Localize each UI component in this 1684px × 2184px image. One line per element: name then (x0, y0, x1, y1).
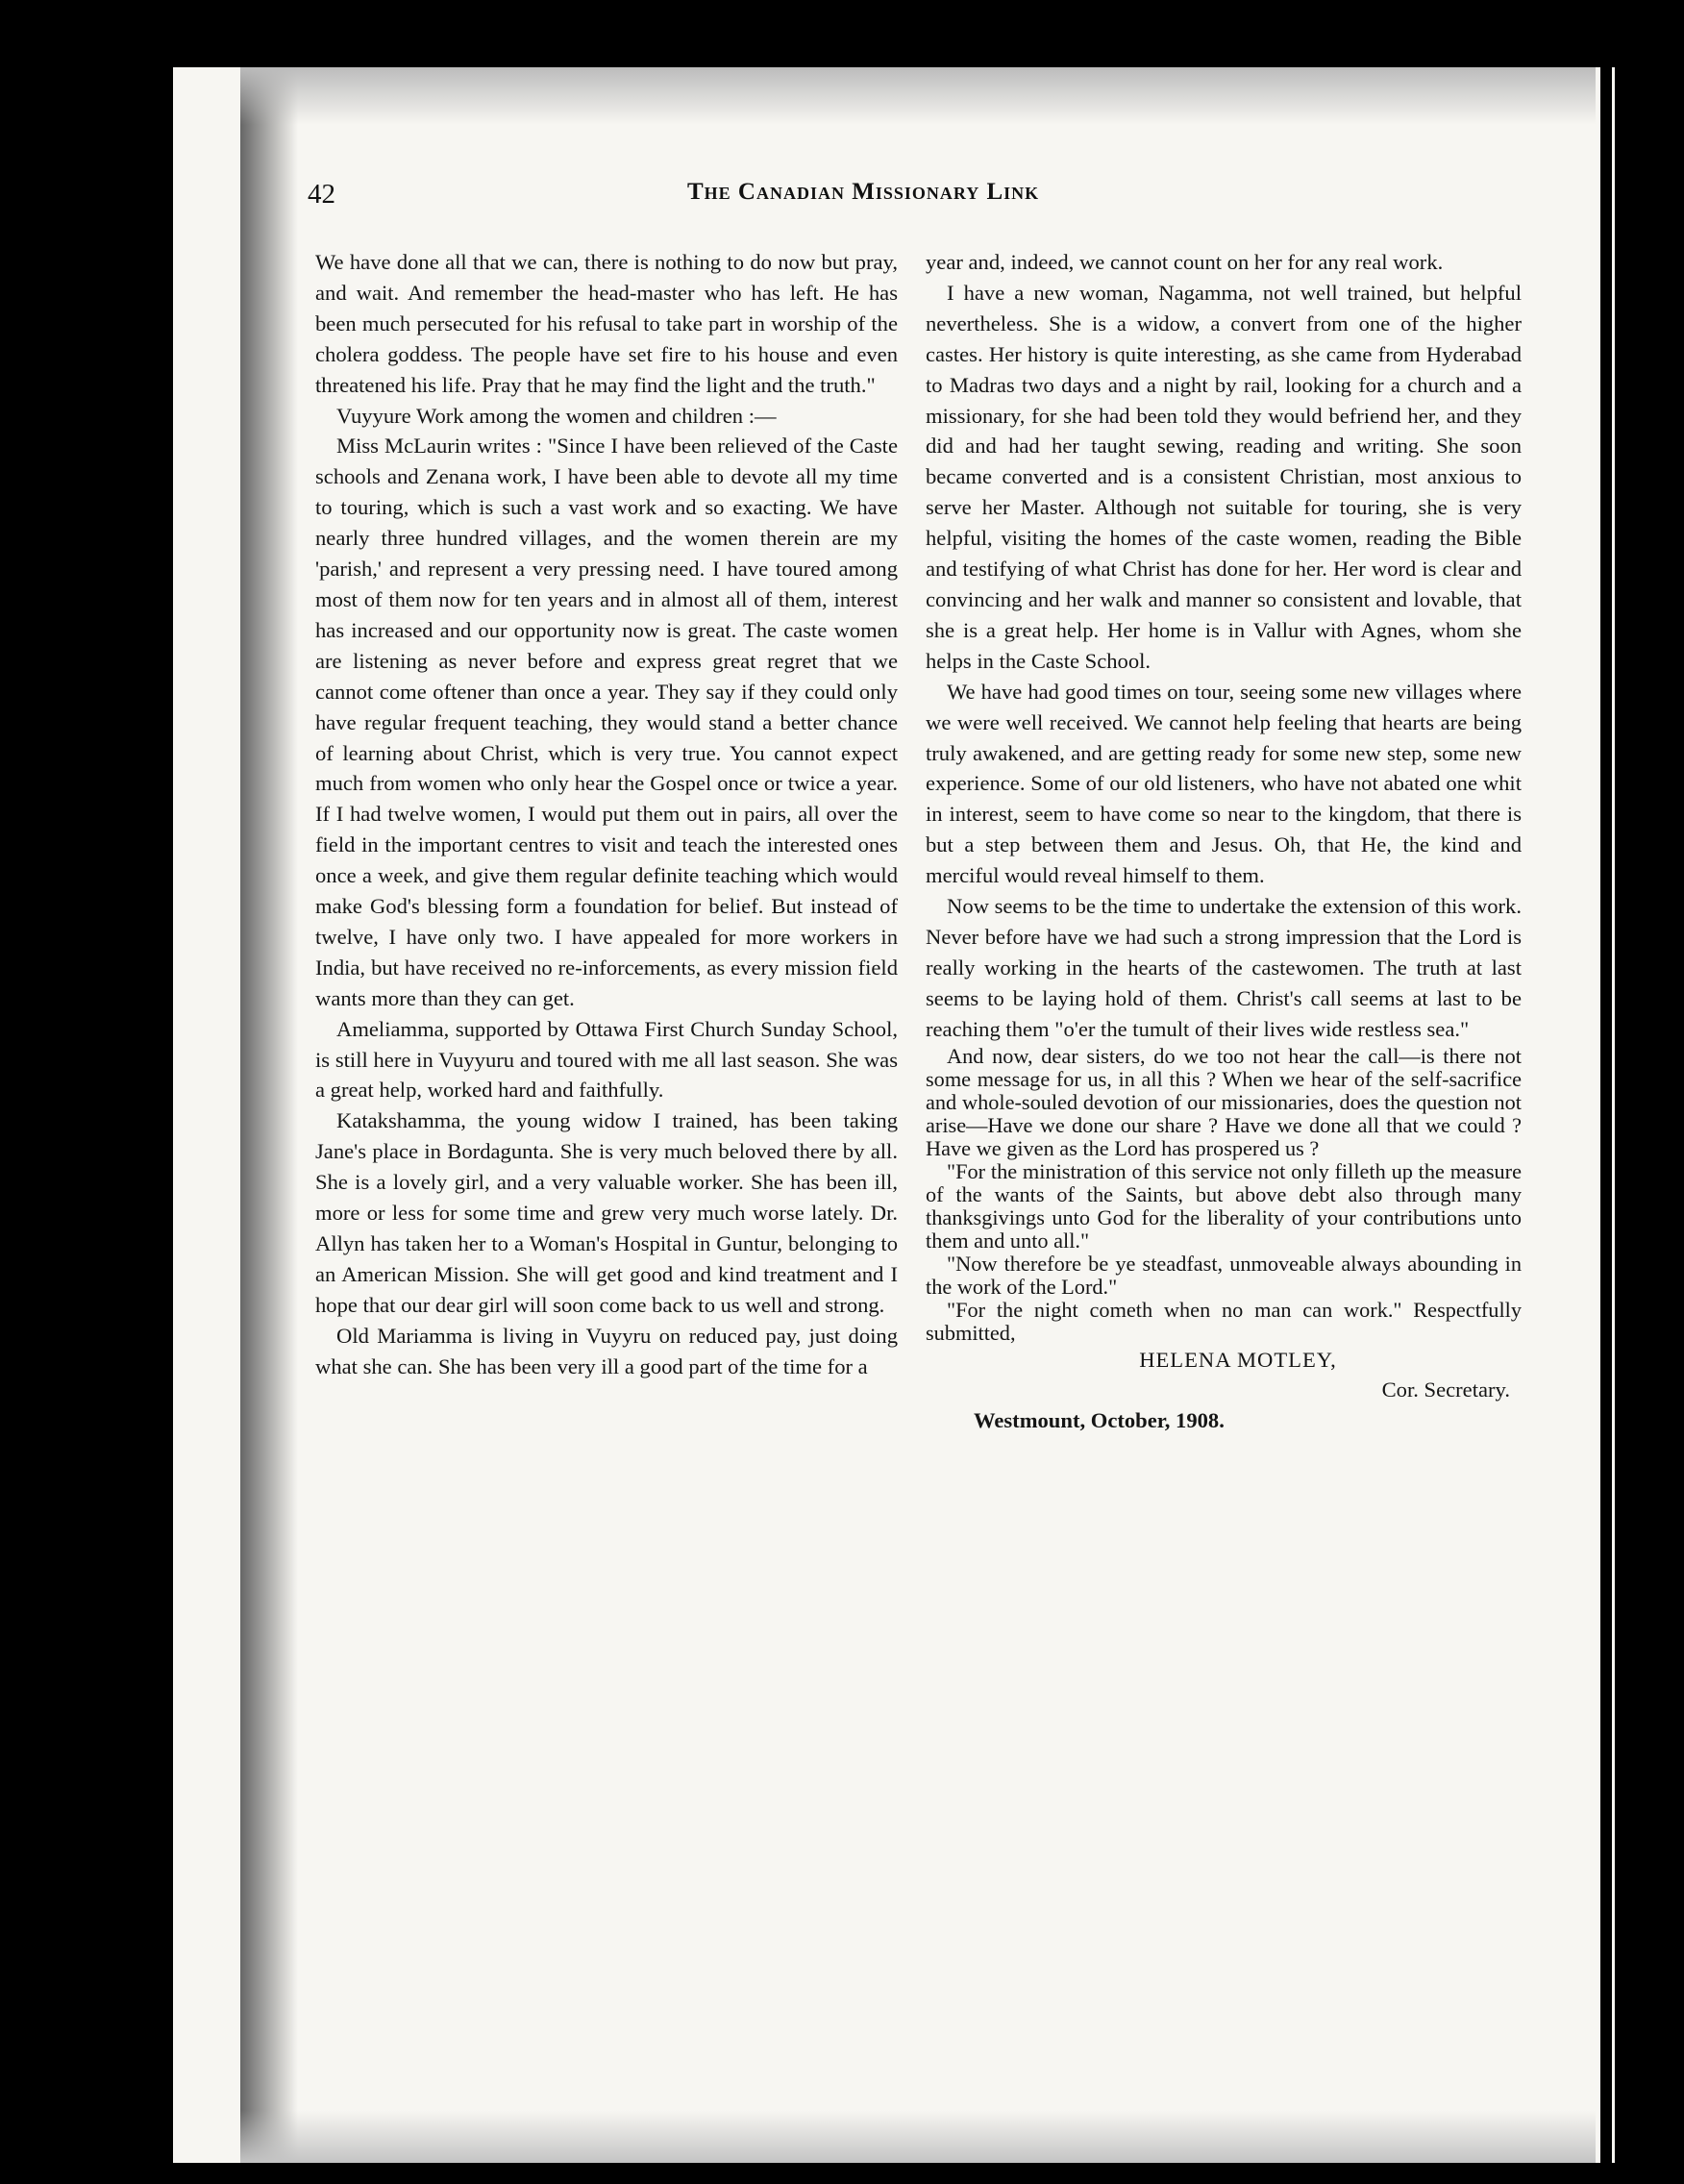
signature-place-date: Westmount, October, 1908. (974, 1408, 1225, 1433)
paragraph: Now seems to be the time to undertake the extension of this work. Never before have we had such a strong impression that the Lord is really working in the hearts of the castewomen. The truth at last seems to be laying hold of them. Christ's call seems at last to be reaching them "o'er the tumult of their lives wide restless sea." (926, 894, 1522, 1041)
paragraph: Old Mariamma is living in Vuyyru on reduced pay, just doing what she can. She has been very ill a good part of the time for a (315, 1323, 898, 1378)
paragraph: We have done all that we can, there is nothing to do now but pray, and wait. And remember the head-master who has left. He has been much persecuted for his refusal to take part in worship of the cholera goddess. The people have set fire to his house and even threatened his life. Pray that he may find the light and the truth." (315, 250, 898, 397)
bottom-page-shading (240, 2110, 1596, 2163)
top-page-shading (240, 67, 1596, 125)
closing-paragraph: And now, dear sisters, do we too not hear the call—is there not some message for us, in all this ? When we hear of the self-sacrifice and whole-souled devotion of our missionaries, does the question not arise—Have we done our share ? Have we done all that we could ? Have we given as the Lord has prospered us ? (926, 1043, 1522, 1160)
closing-quotation: "For the ministration of this service not only filleth up the measure of the wants of the Saints, but above debt also through many thanksgivings unto God for the liberality of your contributions unto them and unto all." (926, 1158, 1522, 1253)
paragraph: Vuyyure Work among the women and children :— (336, 403, 777, 428)
gutter-shadow (240, 67, 298, 2163)
paragraph: We have had good times on tour, seeing some new villages where we were well received. We cannot help feeling that hearts are being truly awakened, and are getting ready for some new step, some new experience. Some of our old listeners, who have not abated one whit in interest, seem to have come so near to the kingdom, that there is but a step between them and Jesus. Oh, that He, the kind and merciful would reveal himself to them. (926, 679, 1522, 888)
paragraph: Miss McLaurin writes : "Since I have been relieved of the Caste schools and Zenana work, I have been able to devote all my time to touring, which is such a vast work and so exacting. We have nearly three hundred villages, and the women therein are my 'parish,' and represent a very pressing need. I have toured among most of them now for ten years and in almost all of them, interest has increased and our opportunity now is great. The caste women are listening as never before and express great regret that we cannot come oftener than once a year. They say if they could only have regular frequent teaching, they would stand a better chance of learning about Christ, which is very true. You cannot expect much from women who only hear the Gospel once or twice a year. If I had twelve women, I would put them out in pairs, all over the field in the important centres to visit and teach the interested ones once a week, and give them regular definite teaching which would make God's blessing form a foundation for belief. But instead of twelve, I have only two. I have appealed for more workers in India, but have received no re-inforcements, as every mission field wants more than they can get. (315, 434, 898, 1010)
page-number: 42 (308, 179, 335, 210)
journal-title: The Canadian Missionary Link (687, 179, 1040, 205)
right-page-edge (1600, 67, 1612, 2163)
closing-quotation: "For the night cometh when no man can work." Respectfully submitted, (926, 1297, 1522, 1345)
closing-quotation: "Now therefore be ye steadfast, unmoveable always abounding in the work of the Lord." (926, 1251, 1522, 1299)
paragraph: I have a new woman, Nagamma, not well trained, but helpful nevertheless. She is a widow, a convert from one of the higher castes. Her history is quite interesting, as she came from Hyderabad to Madras two days and a night by rail, looking for a church and a missionary, for she had been told they would befriend her, and they did and had her taught sewing, reading and writing. She soon became converted and is a consistent Christian, most anxious to serve her Master. Although not suitable for touring, she is very helpful, visiting the homes of the caste women, reading the Bible and testifying of what Christ has done for her. Her word is clear and convincing and her walk and manner so consistent and lovable, that she is a great help. Her home is in Vallur with Agnes, whom she helps in the Caste School. (926, 280, 1522, 673)
right-column (926, 247, 1522, 1436)
signature-name: HELENA MOTLEY, (1139, 1347, 1337, 1372)
left-column (315, 247, 898, 1382)
signature-title: Cor. Secretary. (1381, 1377, 1510, 1402)
paragraph: Katakshamma, the young widow I trained, has been taking Jane's place in Bordagunta. She is very much beloved there by all. She is a lovely girl, and a very valuable worker. She has been ill, more or less for some time and grew very much worse lately. Dr. Allyn has taken her to a Woman's Hospital in Guntur, belonging to an American Mission. She will get good and kind treatment and I hope that our dear girl will soon come back to us well and strong. (315, 1108, 898, 1317)
paragraph: Ameliamma, supported by Ottawa First Church Sunday School, is still here in Vuyyuru and toured with me all last season. She was a great help, worked hard and faithfully. (315, 1016, 898, 1103)
running-header (308, 179, 1134, 217)
paragraph: year and, indeed, we cannot count on her for any real work. (926, 250, 1444, 274)
